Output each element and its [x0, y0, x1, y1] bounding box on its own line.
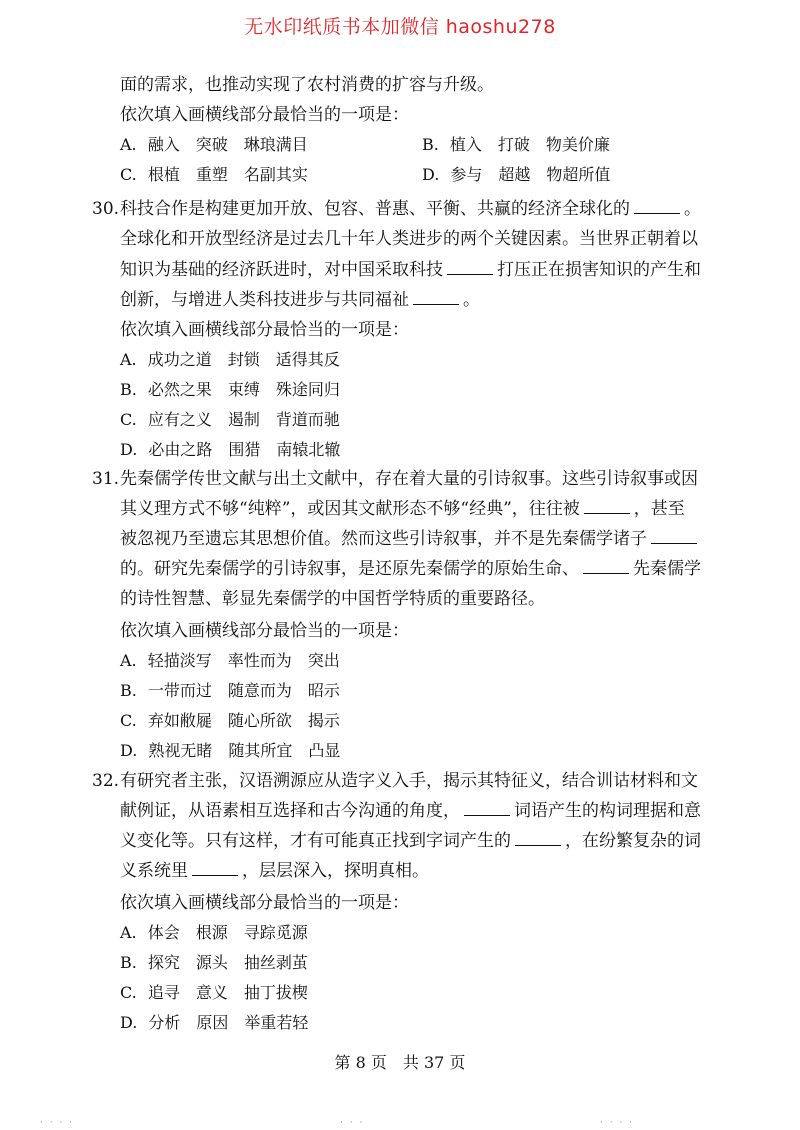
- q30-option-c: C. 应有之义 遏制 背道而驰: [120, 410, 340, 429]
- q31-line-3: 被忽视乃至遗忘其思想价值。然而这些引诗叙事，并不是先秦儒学诸子: [120, 526, 701, 552]
- q32-instruction: 依次填入画横线部分最恰当的一项是：: [120, 893, 409, 913]
- q31-instruction: 依次填入画横线部分最恰当的一项是：: [120, 621, 409, 641]
- q32-line-1: 有研究者主张，汉语溯源应从造字义入手，揭示其特征义，结合训诂材料和文: [120, 771, 698, 791]
- q31-option-d: D. 熟视无睹 随其所宜 凸显: [120, 741, 341, 760]
- q30-line-1: 科技合作是构建更加开放、包容、普惠、平衡、共赢的经济全球化的 。: [120, 199, 701, 219]
- q32-option-b: B. 探究 源头 抽丝剥茧: [120, 953, 308, 972]
- blank: [192, 859, 238, 876]
- q32-line-3: 义变化等。只有这样，才有可能真正找到字词产生的 ，在纷繁复杂的词: [120, 831, 701, 851]
- q31-line-2: 其义理方式不够“纯粹”，或因其文献形态不够“经典”，往往被 ，甚至: [120, 499, 685, 519]
- blank: [651, 527, 697, 544]
- q32-option-c: C. 追寻 意义 抽丁拔楔: [120, 983, 308, 1002]
- q30-instruction: 依次填入画横线部分最恰当的一项是：: [120, 320, 409, 340]
- q30-option-b: B. 必然之果 束缚 殊途同归: [120, 380, 340, 399]
- prev-option-c: C. 根植 重塑 名副其实: [120, 165, 308, 184]
- blank: [515, 829, 561, 846]
- q31-option-a: A. 轻描淡写 率性而为 突出: [120, 651, 340, 670]
- prev-option-d: D. 参与 超越 物超所值: [422, 165, 611, 184]
- prev-instruction: 依次填入画横线部分最恰当的一项是：: [120, 105, 409, 125]
- question-number-30: 30.: [92, 199, 120, 219]
- q32-line-2: 献例证，从语素相互选择和古今沟通的角度， 词语产生的构词理据和意: [120, 801, 701, 821]
- prev-option-a: A. 融入 突破 琳琅满目: [120, 135, 308, 154]
- q31-line-1: 先秦儒学传世文献与出土文献中，存在着大量的引诗叙事。这些引诗叙事或因: [120, 469, 698, 489]
- q31-line-5: 的诗性智慧、彰显先秦儒学的中国哲学特质的重要路径。: [120, 589, 545, 609]
- blank: [634, 197, 680, 214]
- page-footer: 第 8 页 共 37 页: [334, 1053, 466, 1072]
- prev-question-tail: 面的需求，也推动实现了农村消费的扩容与升级。: [120, 75, 494, 95]
- q32-option-a: A. 体会 根源 寻踪觅源: [120, 923, 308, 942]
- q30-line-3: 知识为基础的经济跃进时，对中国采取科技 打压正在损害知识的产生和: [120, 260, 701, 280]
- blank: [584, 497, 630, 514]
- q32-line-4: 义系统里 ，层层深入，探明真相。: [120, 861, 429, 881]
- scan-noise-dots: · · ·: [340, 1118, 365, 1128]
- scan-noise-dots: · · · ·: [600, 1118, 635, 1128]
- scan-noise-dots: · · · ·: [40, 1118, 75, 1128]
- q30-option-d: D. 必由之路 围猎 南辕北辙: [120, 440, 341, 459]
- blank: [413, 288, 459, 305]
- q30-line-2: 全球化和开放型经济是过去几十年人类进步的两个关键因素。当世界正朝着以: [120, 229, 698, 249]
- question-number-32: 32.: [92, 771, 120, 791]
- q30-option-a: A. 成功之道 封锁 适得其反: [120, 350, 340, 369]
- q30-line-4: 创新，与增进人类科技进步与共同福祉 。: [120, 290, 480, 310]
- q31-option-b: B. 一带而过 随意而为 昭示: [120, 681, 340, 700]
- question-number-31: 31.: [92, 469, 120, 489]
- q31-option-c: C. 弃如敝屣 随心所欲 揭示: [120, 711, 340, 730]
- q32-option-d: D. 分析 原因 举重若轻: [120, 1013, 309, 1032]
- prev-option-b: B. 植入 打破 物美价廉: [422, 135, 610, 154]
- blank: [583, 557, 629, 574]
- blank: [464, 799, 510, 816]
- q31-line-4: 的。研究先秦儒学的引诗叙事，是还原先秦儒学的原始生命、 先秦儒学: [120, 559, 701, 579]
- blank: [447, 258, 493, 275]
- watermark-text: 无水印纸质书本加微信 haoshu278: [244, 16, 556, 38]
